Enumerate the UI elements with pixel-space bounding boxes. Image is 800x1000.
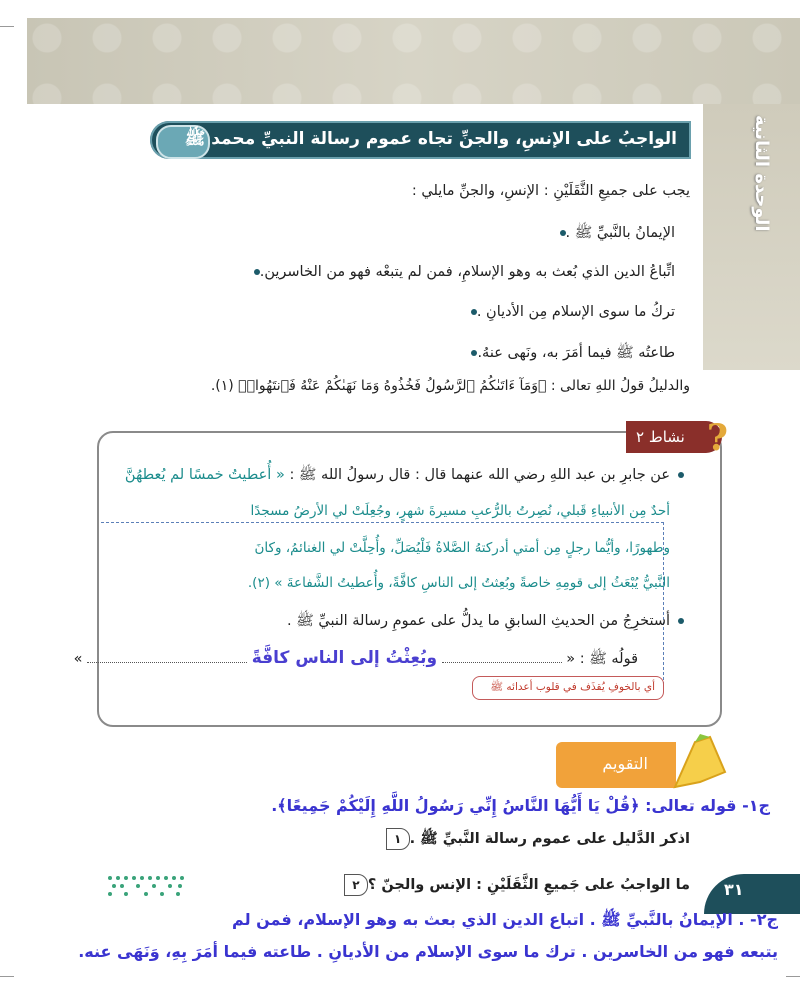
bullet-dot-icon bbox=[678, 618, 684, 624]
section-title: الواجبُ على الإنسِ، والجنِّ تجاه عموم رسالة النبيِّ محمد ﷺ bbox=[184, 129, 677, 149]
pencil-icon bbox=[670, 732, 730, 790]
bullet-text: اتِّباعُ الدين الذي بُعث به وهو الإسلامِ، فمن لم يتبعْه فهو من الخاسرين. bbox=[259, 264, 675, 280]
page-number: ٣١ bbox=[724, 880, 744, 899]
crop-mark bbox=[786, 976, 800, 977]
crop-mark bbox=[0, 976, 14, 977]
answer-suffix: » bbox=[73, 651, 83, 667]
evaluation-question-1 bbox=[376, 828, 690, 851]
footnote-note bbox=[472, 676, 664, 700]
bullet-item bbox=[465, 344, 675, 365]
answer-prefix: قولُه ﷺ : « bbox=[566, 651, 638, 667]
crop-mark bbox=[0, 26, 14, 27]
hadith-first-line bbox=[125, 466, 684, 487]
question-number: ١ bbox=[386, 828, 410, 850]
evidence-verse: والدليلُ قولُ اللهِ تعالى : ﴿وَمَآ ءَاتَىٰكُمُ ٱلرَّسُولُ فَخُذُوهُ وَمَا نَهَىٰكُمْ عَنْهُ فَٱنتَهُوا۟﴾ (١). bbox=[210, 378, 690, 394]
hadith-intro: عن جابرِ بن عبد اللهِ رضي الله عنهما قال : قال رسولُ الله ﷺ : bbox=[289, 467, 670, 483]
answer-line bbox=[74, 648, 638, 671]
question-2-text: ما الواجبُ على جَميعِ الثَّقَلَيْنِ : الإنس والجنّ ؟ bbox=[367, 877, 690, 893]
handwritten-answer: وبُعِثْتُ إلى الناس كافَّةً bbox=[251, 648, 438, 668]
footnote-text: أي بالخوفِ يُقذَف في قلوب أعدائه ﷺ bbox=[490, 681, 655, 693]
section-intro: يجب على جميعِ الثَّقَلَيْنِ : الإنسِ، والجنِّ مايلي : bbox=[411, 183, 690, 199]
page-number-tab bbox=[704, 874, 800, 914]
hadith-line: « أُعطيتُ خمسًا لم يُعطهُنَّ bbox=[124, 467, 285, 483]
evaluation-ribbon bbox=[556, 742, 676, 788]
question-1-text: اذكر الدَّليل على عموم رسالة النَّبيِّ ﷺ . bbox=[409, 831, 690, 847]
answer-2-line-1 bbox=[232, 910, 778, 933]
bullet-text: طاعتُه ﷺ فيما أمَرَ به، ونَهى عنهُ. bbox=[477, 345, 675, 361]
top-decorative-banner bbox=[27, 18, 800, 104]
hadith-line: أحدٌ مِن الأنبياءِ قَبلي، نُصِرتُ بالرُّعبِ مسيرةَ شهرٍ، وجُعِلَتْ لي الأرضُ مسجدًا bbox=[250, 503, 670, 519]
bullet-text: الإيمانُ بالنَّبيِّ ﷺ . bbox=[565, 225, 675, 241]
answer-2-text: ج٢- . الإيمانُ بالنَّبيِّ ﷺ . اتباع الدين الذي بعث به وهو الإسلام، فمن لم bbox=[232, 910, 778, 929]
bullet-item bbox=[248, 264, 675, 280]
bullet-item bbox=[465, 304, 675, 320]
question-number: ٢ bbox=[344, 874, 368, 896]
activity-tab bbox=[626, 417, 728, 459]
hadith-line: النَّبيُّ يُبْعَثُ إلى قومِهِ خاصةً وبُعِثتُ إلى الناسِ كافَّةً، وأُعطيتُ الشَّفاعةَ » (٢). bbox=[247, 575, 670, 591]
bullet-text: تركُ ما سوى الإسلام مِن الأديانِ . bbox=[476, 304, 675, 320]
activity-question bbox=[287, 612, 684, 633]
unit-label: الوحدة الثانية bbox=[751, 114, 772, 232]
answer-1: ج١- قوله تعالى: ﴿قُلْ يَا أَيُّهَا النَّاسُ إِنِّي رَسُولُ اللَّهِ إِلَيْكُمْ جَمِيعًا﴾. bbox=[271, 796, 770, 815]
bullet-dot-icon bbox=[678, 472, 684, 478]
activity-question-text: أستخرِجُ من الحديثِ السابقِ ما يدلُّ على عمومِ رسالة النبيِّ ﷺ . bbox=[287, 613, 670, 629]
section-title-bar bbox=[150, 121, 691, 159]
answer-2-line-2: يتبعه فهو من الخاسرين . ترك ما سوى الإسلام من الأديانِ . طاعته فيما أمَرَ بِهِ، وَنَهَى عنه. bbox=[78, 942, 778, 961]
evaluation-label: التقويم bbox=[602, 754, 648, 773]
ministry-logo-icon bbox=[100, 870, 190, 900]
evaluation-question-2 bbox=[334, 874, 690, 896]
hadith-line: وطهورًا، وأيُّما رجلٍ مِن أمتي أدركتهُ الصَّلاةُ فَلْيُصَلِّ، وأُحِلَّتْ لي الغنائمُ، وكانَ bbox=[254, 540, 670, 556]
question-mark-icon: ? bbox=[706, 417, 728, 459]
bullet-item bbox=[554, 224, 675, 245]
activity-label: نشاط ٢ bbox=[636, 428, 685, 446]
